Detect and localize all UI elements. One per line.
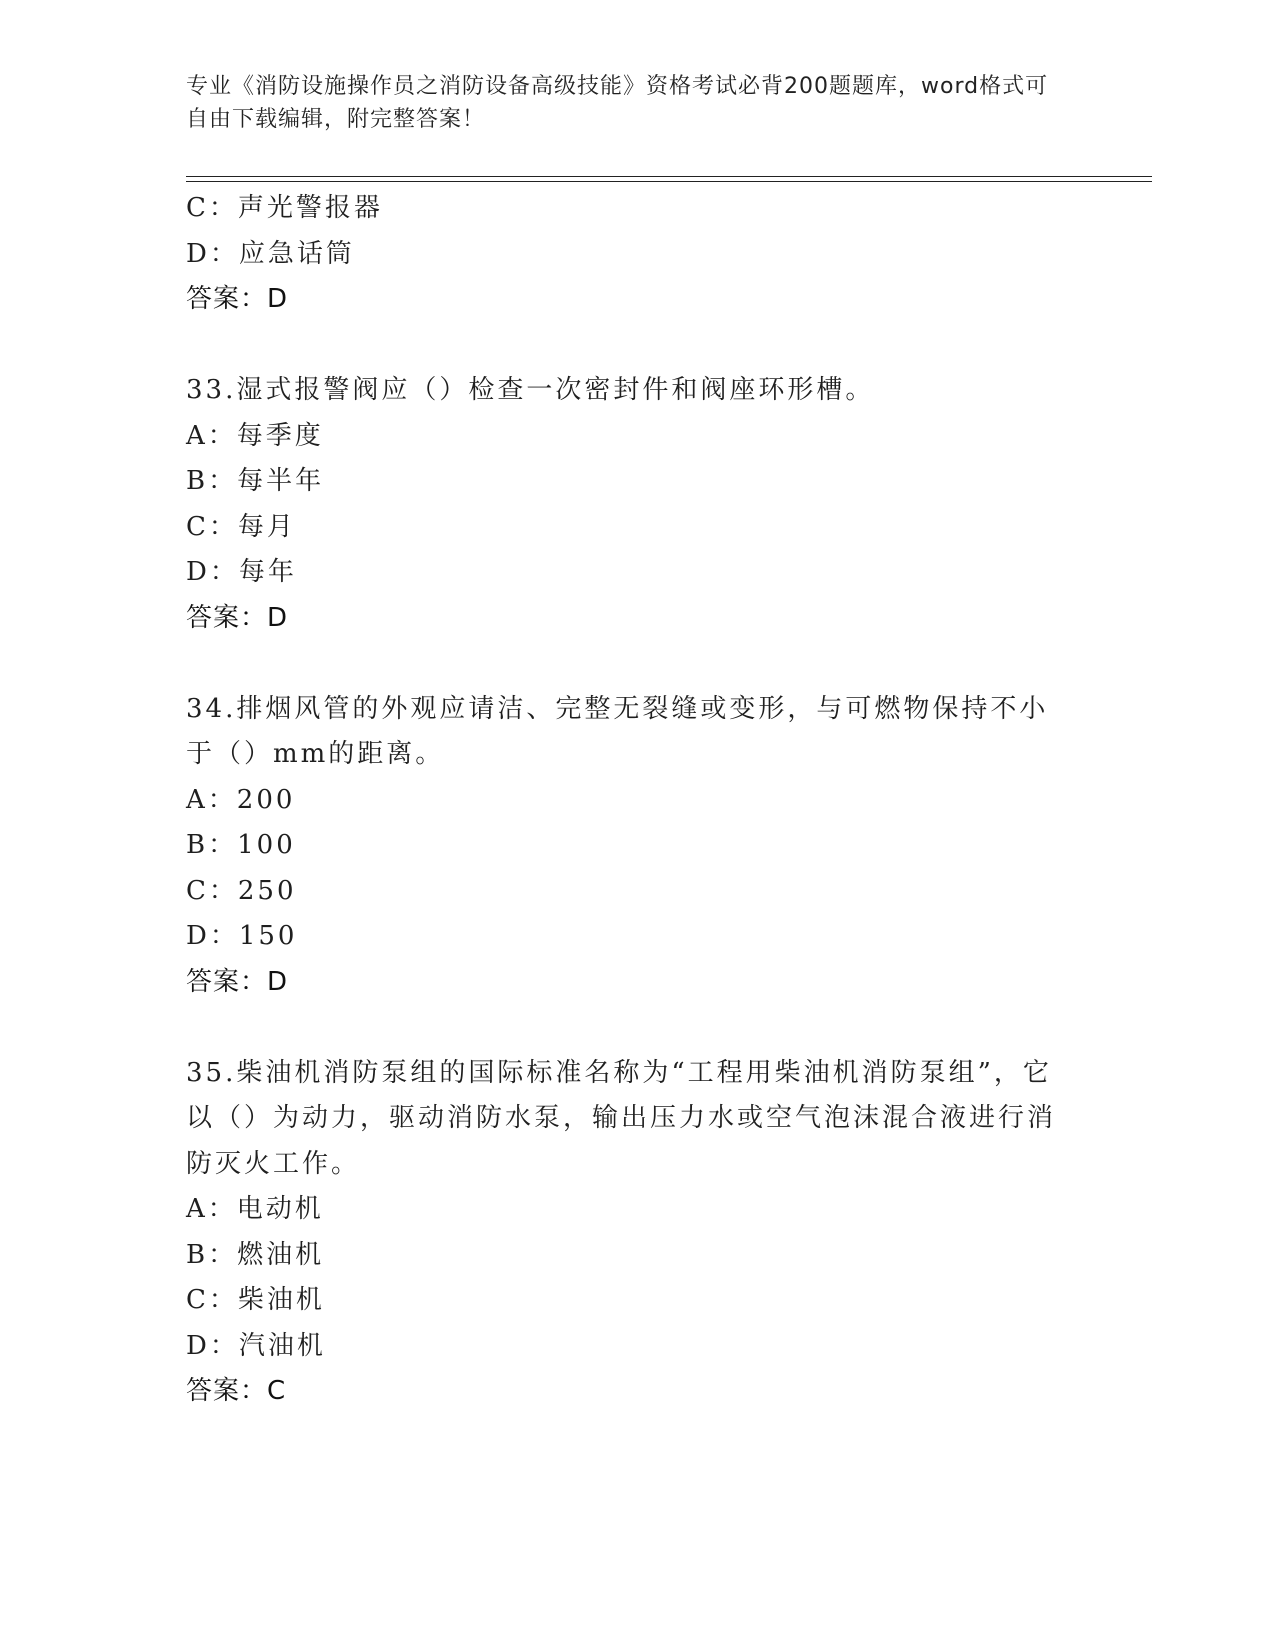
- question-stem: 34.排烟风管的外观应请洁、完整无裂缝或变形，与可燃物保持不小于（）mm的距离。: [186, 693, 1049, 769]
- question-block-34: [186, 687, 1086, 1006]
- option-c: C：柴油机: [186, 1285, 325, 1315]
- option-c: C：声光警报器: [186, 193, 383, 223]
- answer-line: 答案：D: [186, 602, 289, 633]
- header-divider-top: [186, 176, 1152, 177]
- answer-line: 答案：C: [186, 1376, 287, 1406]
- option-d: D：应急话筒: [186, 238, 355, 269]
- question-stem: 33.湿式报警阀应（）检查一次密封件和阀座环形槽。: [186, 375, 875, 405]
- question-block-35: [186, 1051, 1086, 1415]
- question-block-previous: [186, 186, 1086, 323]
- spacer: [186, 1005, 1086, 1051]
- option-c: C：250: [186, 875, 297, 906]
- option-a: A：电动机: [186, 1194, 324, 1224]
- spacer: [186, 323, 1086, 369]
- header-divider-bottom: [186, 181, 1152, 182]
- question-list: [186, 186, 1086, 1415]
- option-d: D：150: [186, 921, 298, 951]
- option-b: B：燃油机: [186, 1239, 325, 1270]
- question-block-33: [186, 368, 1086, 641]
- answer-line: 答案：D: [186, 966, 289, 997]
- option-c: C：每月: [186, 511, 296, 542]
- spacer: [186, 641, 1086, 687]
- option-d: D：每年: [186, 557, 297, 587]
- option-b: B：100: [186, 830, 296, 860]
- answer-line: 答案：D: [186, 284, 289, 314]
- question-stem: 35.柴油机消防泵组的国际标准名称为“工程用柴油机消防泵组”，它以（）为动力，驱动消防水泵，输出压力水或空气泡沫混合液进行消防灭火工作。: [186, 1057, 1057, 1179]
- option-a: A：每季度: [186, 420, 324, 451]
- option-d: D：汽油机: [186, 1330, 326, 1361]
- option-b: B：每半年: [186, 466, 325, 496]
- option-a: A：200: [186, 784, 296, 815]
- document-header: 专业《消防设施操作员之消防设备高级技能》资格考试必背200题题库，word格式可自由下载编辑，附完整答案！: [186, 74, 1049, 132]
